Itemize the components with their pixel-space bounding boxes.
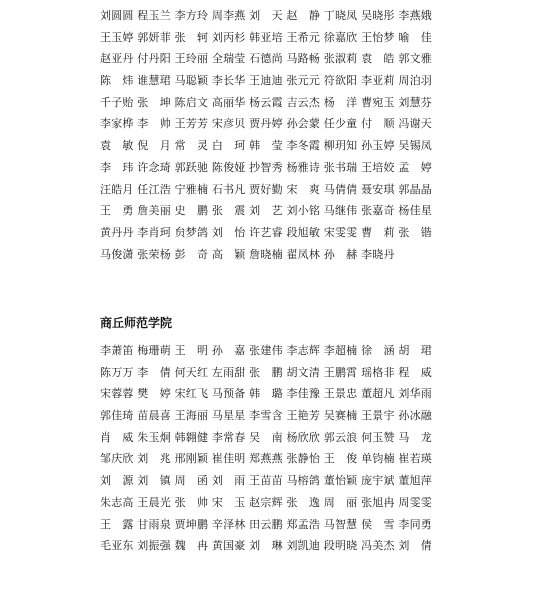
name-list-line: 马俊潇 张荣杨 彭 奇 高 颖 詹晓楠 翟凤林 孙 赫 李晓丹 [100, 247, 395, 261]
name-list-line: 郭佳琦 苗晨喜 王海丽 马星星 李雪含 王艳芳 吴赛楠 王景宇 孙冰融 [100, 409, 432, 423]
name-list-line: 李家桦 李 帅 王芳芳 宋彦贝 贾丹婷 孙会蒙 任少童 付 顺 冯谢天 [100, 117, 432, 131]
name-list-line: 袁 敏 倪 月 常 灵 白 珂 韩 莹 李冬霞 柳玥知 孙玉婷 吴锡凤 [100, 139, 432, 153]
name-list-line: 李萧笛 梅珊萌 王 明 孙 嘉 张建伟 李志辉 李超楠 徐 涵 胡 珺 [100, 344, 432, 357]
name-list-line: 朱志高 王晨光 张 帅 宋 玉 赵宗辉 张 逸 周 丽 张旭冉 周雯雯 [100, 495, 432, 509]
name-list-line: 李 玮 许念琦 郭跃驰 陈俊娅 抄智秀 杨雅诗 张书瑞 王培姣 孟 婷 [100, 160, 432, 174]
name-list-line: 毛亚东 刘振强 魏 冉 黄国豪 刘 琳 刘凯迪 段明晓 冯美杰 刘 倩 [100, 539, 432, 553]
name-list-line: 陈 炜 谁慧珺 马聪颖 李长华 王迪迪 张元元 符欲阳 李亚莉 周泊羽 [100, 74, 432, 88]
name-list-line: 王 勇 詹美丽 史 鹏 张 震 刘 艺 刘小铭 马继伟 张嘉奇 杨佳星 [100, 204, 432, 218]
name-list-block-2 [100, 340, 445, 557]
name-list-line: 刘 源 刘 镇 周 函 刘 雨 王苗苗 马榕鸽 董怡颖 庞宇斌 董旭萍 [100, 474, 432, 488]
name-list-line: 邹庆欣 刘 兆 邢刚颖 崔佳明 郑燕燕 张静怡 王 俊 单钧楠 崔若瑛 [100, 452, 432, 466]
name-list-line: 王 露 甘雨泉 贾坤鹏 辛泽林 田云鹏 郑孟浩 马智慧 侯 雪 李同勇 [100, 517, 432, 531]
name-list-line: 赵亚丹 付丹阳 王玲丽 全瑞莹 石德尚 马路畅 张淑莉 袁 皓 郭文雅 [100, 52, 432, 66]
name-list-block-1 [100, 5, 445, 265]
name-list-line: 汪皓月 任江浩 宁雅楠 石书凡 贾好勤 宋 爽 马倩倩 聂安琪 郭晶晶 [100, 182, 432, 196]
section-title: 商丘师范学院 [100, 316, 173, 330]
name-list-line: 肖 威 朱玉炯 韩翱健 李常春 吴 南 杨欣欣 郭云浪 何玉赞 马 龙 [100, 430, 432, 444]
name-list-line: 刘圆圆 程玉兰 李方玲 周李燕 刘 天 赵 静 丁晓凤 吴晓彤 李燕娥 [100, 9, 432, 22]
name-list-line: 千子贻 张 坤 陈启文 高丽华 杨云霞 吉云杰 杨 洋 曹宛玉 刘慧芬 [100, 95, 432, 109]
name-list-line: 宋蓉蓉 樊 婷 宋红飞 马预备 韩 璐 李佳豫 王景忠 董超凡 刘华雨 [100, 387, 432, 401]
name-list-line: 黄丹丹 李肖珂 贠梦鸽 刘 怡 许艺睿 段旭敏 宋雯雯 曹 莉 张 锴 [100, 225, 432, 239]
name-list-line: 王玉婷 郭妍菲 张 轲 刘丙杉 韩亚培 王希元 徐嘉欣 王怡梦 喻 佳 [100, 30, 432, 44]
name-list-line: 陈万万 李 倩 何天红 左雨甜 张 鹏 胡文清 王鹏霄 瑶格非 程 威 [100, 365, 432, 379]
